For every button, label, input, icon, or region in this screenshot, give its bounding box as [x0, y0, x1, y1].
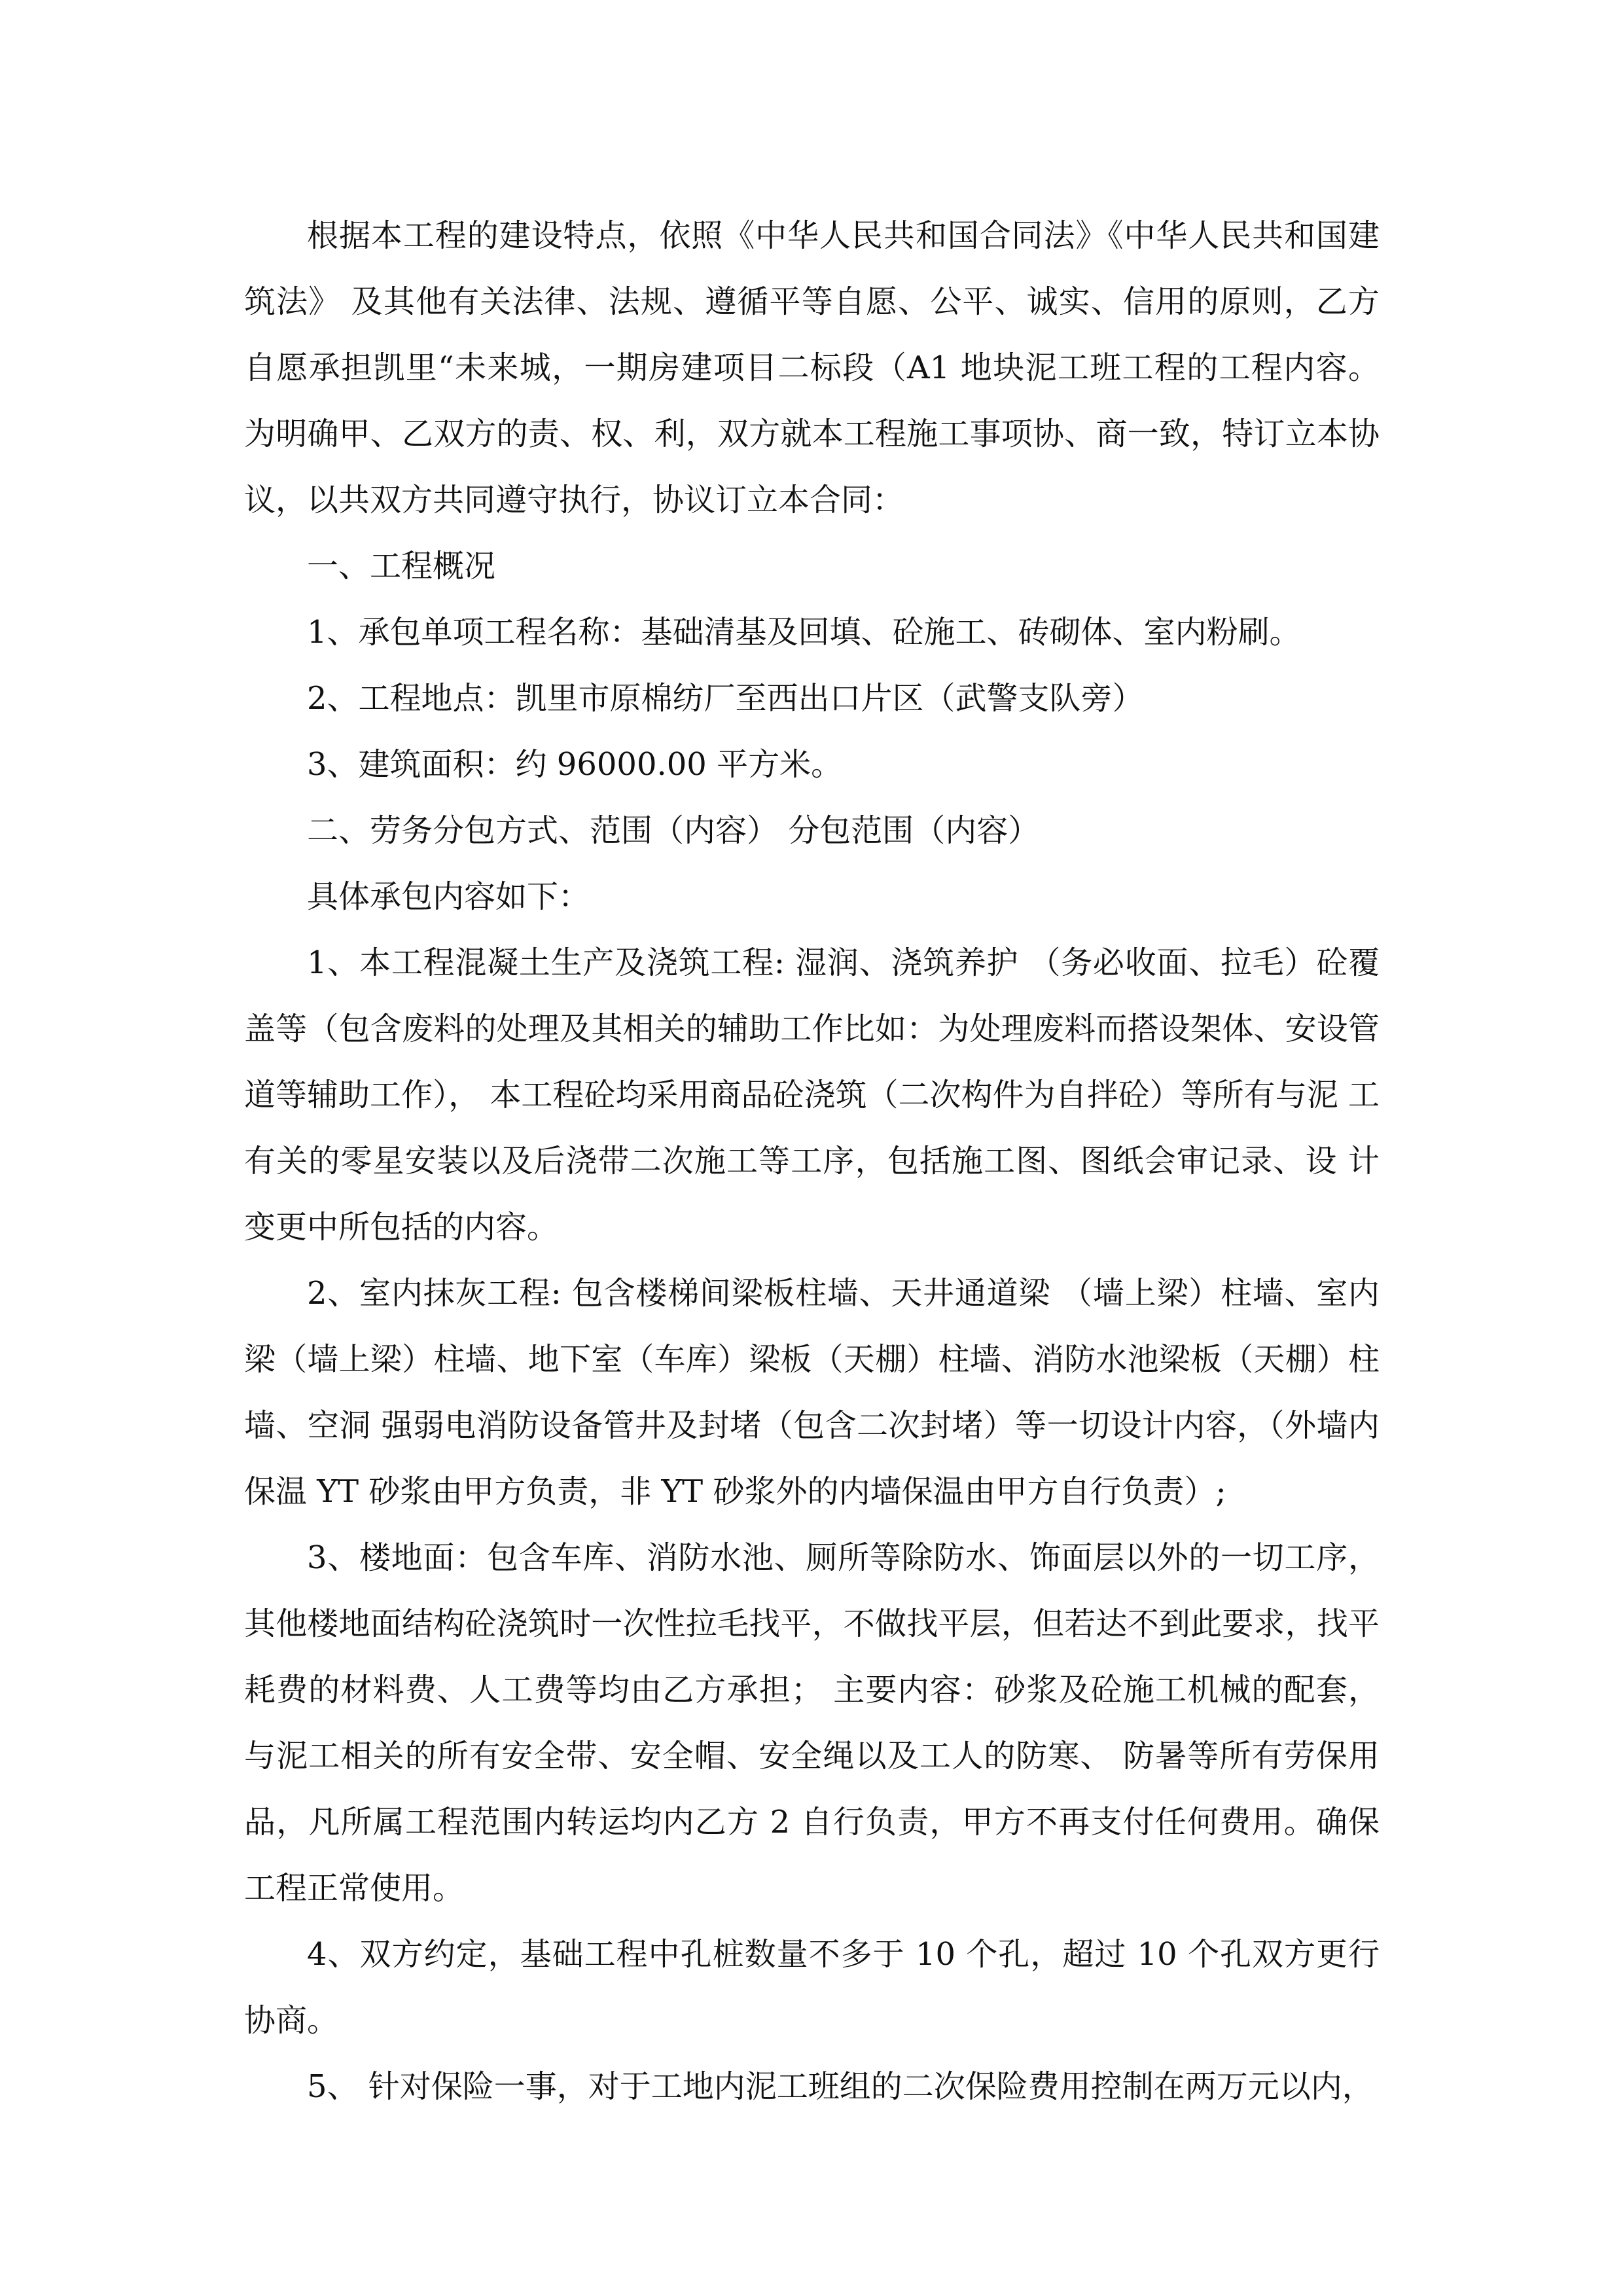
paragraph-project-name: 1、承包单项工程名称：基础清基及回填、砼施工、砖砌体、室内粉刷。	[307, 614, 1301, 651]
paragraph-project-location: 2、工程地点：凯里市原棉纺厂至西出口片区（武警支队旁）	[307, 680, 1144, 717]
paragraph-plastering-works: 2、室内抹灰工程: 包含楼梯间梁板柱墙、天井通道梁 （墙上梁）柱墙、室内 梁（墙上梁）柱墙、地下室（车库）梁板（天棚）柱墙、消防水池梁板（天棚）柱墙、空洞 强弱电消防设备管井及封堵（包含二次封堵）等一切设计内容，（外墙内保温 YT 砂浆由甲方负责，非 YT 砂浆外的内墙保温由甲方自行负责）;	[244, 1275, 1380, 1510]
document-body	[244, 203, 1380, 2120]
paragraph-concrete-works: 1、本工程混凝土生产及浇筑工程: 湿润、浇筑养护 （务必收面、拉毛）砼覆盖等（包含废料的处理及其相关的辅助工作比如：为处理废料而搭设架体、安设管道等辅助工作）， 本工程砼均采用商品砼浇筑（二次构件为自拌砼）等所有与泥 工有关的零星安装以及后浇带二次施工等工序，包括施工图、图纸会审记录、设 计变更中所包括的内容。	[244, 944, 1380, 1246]
paragraph-insurance: 5、 针对保险一事，对于工地内泥工班组的二次保险费用控制在两万元以内，	[307, 2068, 1374, 2105]
section-heading-subcontract-scope: 二、劳务分包方式、范围（内容） 分包范围（内容）	[307, 812, 1040, 849]
paragraph-preamble: 根据本工程的建设特点，依照《中华人民共和国合同法》《中华人民共和国建筑法》 及其他有关法律、法规、遵循平等自愿、公平、诚实、信用的原则，乙方自愿承担凯里“未来城，一期房建项目二标段（A1 地块泥工班工程的工程内容。为明确甲、乙双方的责、权、利，双方就本工程施工事项协、商一致，特订立本协议，以共双方共同遵守执行，协议订立本合同：	[244, 217, 1380, 518]
paragraph-floor-works: 3、楼地面：包含车库、消防水池、厕所等除防水、饰面层以外的一切工序，其他楼地面结构砼浇筑时一次性拉毛找平，不做找平层，但若达不到此要求，找平耗费的材料费、人工费等均由乙方承担； 主要内容：砂浆及砼施工机械的配套，与泥工相关的所有安全带、安全帽、安全绳以及工人的防寒、 防暑等所有劳保用品，凡所属工程范围内转运均内乙方 2 自行负责，甲方不再支付任何费用。确保工程正常使用。	[244, 1539, 1380, 1907]
paragraph-building-area: 3、建筑面积：约 96000.00 平方米。	[307, 746, 843, 783]
section-heading-project-overview: 一、工程概况	[307, 548, 496, 584]
paragraph-scope-intro: 具体承包内容如下：	[307, 878, 590, 915]
paragraph-pile-agreement: 4、双方约定，基础工程中孔桩数量不多于 10 个孔，超过 10 个孔双方更行协商。	[244, 1936, 1380, 2039]
